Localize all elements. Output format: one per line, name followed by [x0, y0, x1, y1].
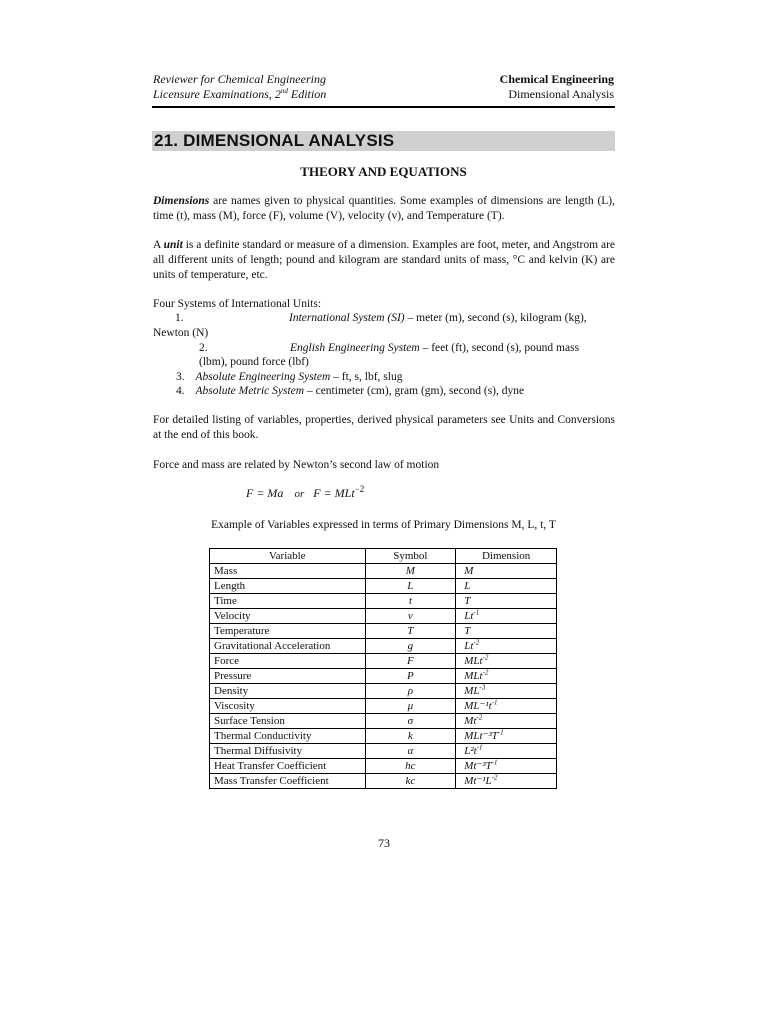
cell-variable: Length	[210, 579, 366, 594]
table-row	[210, 609, 557, 624]
table-row	[210, 774, 557, 789]
cell-dimension	[456, 729, 557, 744]
dimension-base: ML⁻¹t	[464, 700, 492, 712]
cell-dimension	[456, 609, 557, 624]
cell-dimension	[456, 684, 557, 699]
table-header-row	[210, 549, 557, 564]
unit-prefix: A	[153, 239, 161, 251]
list-item-abs-eng	[176, 370, 402, 385]
list-number: 3.	[176, 371, 185, 383]
dimension-base: MLt⁻³T	[464, 730, 498, 742]
dimension-exponent: -1	[491, 758, 498, 767]
section-title: THEORY AND EQUATIONS	[300, 164, 467, 179]
formula-or: or	[294, 488, 305, 500]
chapter-title: 21. DIMENSIONAL ANALYSIS	[154, 131, 395, 150]
cell-variable: Mass Transfer Coefficient	[210, 774, 366, 789]
table-row	[210, 669, 557, 684]
cell-symbol: α	[365, 744, 456, 759]
dimension-base: Mt	[464, 715, 477, 727]
table-row	[210, 594, 557, 609]
list-item-si	[175, 311, 615, 326]
dimension-base: T	[464, 595, 471, 607]
cell-variable: Pressure	[210, 669, 366, 684]
dimensions-text: are names given to physical quantities. Some examples of dimensions are length (L), time (t), mass (M), force (F), volume (V), velocity (v), and Temperature (T).	[153, 195, 616, 222]
dimension-base: Lt	[464, 610, 474, 622]
formula-exponent: −2	[354, 484, 365, 494]
cell-dimension	[456, 774, 557, 789]
cell-dimension	[456, 624, 557, 639]
header-left-line1: Reviewer for Chemical Engineering	[153, 72, 326, 86]
list-number: 4.	[176, 385, 185, 397]
header-right-line2: Dimensional Analysis	[508, 87, 614, 101]
dimension-exponent: -2	[473, 638, 480, 647]
table-row	[210, 579, 557, 594]
cell-symbol: L	[365, 579, 456, 594]
cell-symbol: μ	[365, 699, 456, 714]
cell-symbol: g	[365, 639, 456, 654]
dimension-base: ML	[464, 685, 480, 697]
cell-dimension	[456, 759, 557, 774]
system-name: English Engineering System	[290, 342, 420, 354]
table-caption: Example of Variables expressed in terms of Primary Dimensions M, L, t, T	[211, 519, 556, 531]
cell-variable: Force	[210, 654, 366, 669]
page-number: 73	[378, 836, 390, 850]
cell-dimension	[456, 639, 557, 654]
dimension-base: Lt	[464, 640, 474, 652]
formula-left: F = Ma	[246, 486, 284, 500]
system-detail: – ft, s, lbf, slug	[333, 371, 403, 383]
dimensions-term: Dimensions	[153, 195, 210, 207]
chapter-banner	[152, 131, 615, 151]
header-left-line2	[153, 87, 326, 102]
cell-symbol: kc	[365, 774, 456, 789]
cell-symbol: F	[365, 654, 456, 669]
table-row	[210, 624, 557, 639]
header-right-line1: Chemical Engineering	[499, 72, 614, 86]
dimension-base: T	[464, 625, 471, 637]
formula-right: F = MLt	[313, 486, 355, 500]
system-detail: – feet (ft), second (s), pound mass	[422, 342, 580, 354]
table-row	[210, 564, 557, 579]
cell-symbol: T	[365, 624, 456, 639]
dimension-base: Mt⁻³T	[464, 760, 492, 772]
column-header-variable: Variable	[210, 549, 366, 564]
systems-intro: Four Systems of International Units:	[153, 298, 322, 310]
dimension-exponent: -1	[497, 728, 504, 737]
cell-symbol: ρ	[365, 684, 456, 699]
cell-symbol: P	[365, 669, 456, 684]
dimension-base: MLt	[464, 655, 483, 667]
cell-dimension	[456, 654, 557, 669]
cell-dimension	[456, 714, 557, 729]
cell-dimension	[456, 594, 557, 609]
dimension-exponent: -2	[476, 713, 483, 722]
cell-variable: Temperature	[210, 624, 366, 639]
cell-variable: Mass	[210, 564, 366, 579]
header-edition-sup: nd	[280, 87, 288, 95]
listing-paragraph: For detailed listing of variables, properties, derived physical parameters see Units and Conversions at the end of this book.	[153, 414, 615, 441]
header-rule	[152, 106, 615, 108]
list-item-english-cont: (lbm), pound force (lbf)	[199, 356, 309, 368]
table-row	[210, 654, 557, 669]
unit-paragraph	[153, 238, 615, 283]
dimension-exponent: -1	[491, 698, 498, 707]
cell-dimension	[456, 579, 557, 594]
cell-variable: Thermal Diffusivity	[210, 744, 366, 759]
system-name: Absolute Engineering System	[195, 371, 331, 383]
cell-symbol: σ	[365, 714, 456, 729]
header-book-title	[153, 72, 326, 102]
newton-formula	[246, 486, 364, 501]
header-edition-suffix: Edition	[287, 87, 327, 101]
cell-variable: Velocity	[210, 609, 366, 624]
system-name: International System (SI)	[289, 312, 405, 324]
cell-dimension	[456, 564, 557, 579]
dimension-exponent: -1	[476, 743, 483, 752]
table-row	[210, 699, 557, 714]
dimension-exponent: -2	[491, 773, 498, 782]
table-row	[210, 744, 557, 759]
table-body	[210, 564, 557, 789]
cell-symbol: v	[365, 609, 456, 624]
header-chapter-info	[500, 72, 614, 102]
dimension-base: L²t	[464, 745, 477, 757]
dimension-base: Mt⁻¹L	[464, 775, 492, 787]
cell-dimension	[456, 669, 557, 684]
dimension-exponent: -3	[479, 683, 486, 692]
dimension-exponent: -2	[482, 653, 489, 662]
cell-variable: Time	[210, 594, 366, 609]
cell-variable: Thermal Conductivity	[210, 729, 366, 744]
dimension-base: M	[464, 565, 474, 577]
column-header-symbol: Symbol	[365, 549, 456, 564]
header-edition-prefix: Licensure Examinations, 2	[153, 87, 281, 101]
cell-dimension	[456, 744, 557, 759]
list-item-english	[199, 341, 615, 356]
dimension-exponent: -1	[473, 608, 480, 617]
table-row	[210, 684, 557, 699]
list-number: 2.	[199, 342, 208, 354]
dimensions-table	[209, 548, 557, 789]
newton-paragraph: Force and mass are related by Newton’s second law of motion	[153, 459, 440, 471]
system-name: Absolute Metric System	[195, 385, 305, 397]
table-row	[210, 714, 557, 729]
dimension-exponent: -2	[482, 668, 489, 677]
table-row	[210, 759, 557, 774]
cell-variable: Density	[210, 684, 366, 699]
list-number: 1.	[175, 312, 184, 324]
table-row	[210, 639, 557, 654]
dimension-base: MLt	[464, 670, 483, 682]
column-header-dimension: Dimension	[456, 549, 557, 564]
cell-symbol: hc	[365, 759, 456, 774]
cell-variable: Viscosity	[210, 699, 366, 714]
system-detail: – centimeter (cm), gram (gm), second (s), dyne	[306, 385, 525, 397]
cell-variable: Gravitational Acceleration	[210, 639, 366, 654]
list-item-si-cont: Newton (N)	[153, 327, 209, 339]
table-row	[210, 729, 557, 744]
cell-symbol: M	[365, 564, 456, 579]
cell-symbol: k	[365, 729, 456, 744]
list-item-abs-metric	[176, 384, 524, 399]
cell-variable: Heat Transfer Coefficient	[210, 759, 366, 774]
cell-variable: Surface Tension	[210, 714, 366, 729]
dimension-base: L	[464, 580, 471, 592]
unit-text: is a definite standard or measure of a dimension. Examples are foot, meter, and Angstrom are all different units of length; pound and kilogram are standard units of mass, °C and kelvin (K) are units of temperature, etc.	[153, 239, 616, 281]
dimensions-paragraph	[153, 194, 615, 224]
system-detail: – meter (m), second (s), kilogram (kg),	[407, 312, 587, 324]
cell-dimension	[456, 699, 557, 714]
unit-term: unit	[163, 239, 183, 251]
cell-symbol: t	[365, 594, 456, 609]
